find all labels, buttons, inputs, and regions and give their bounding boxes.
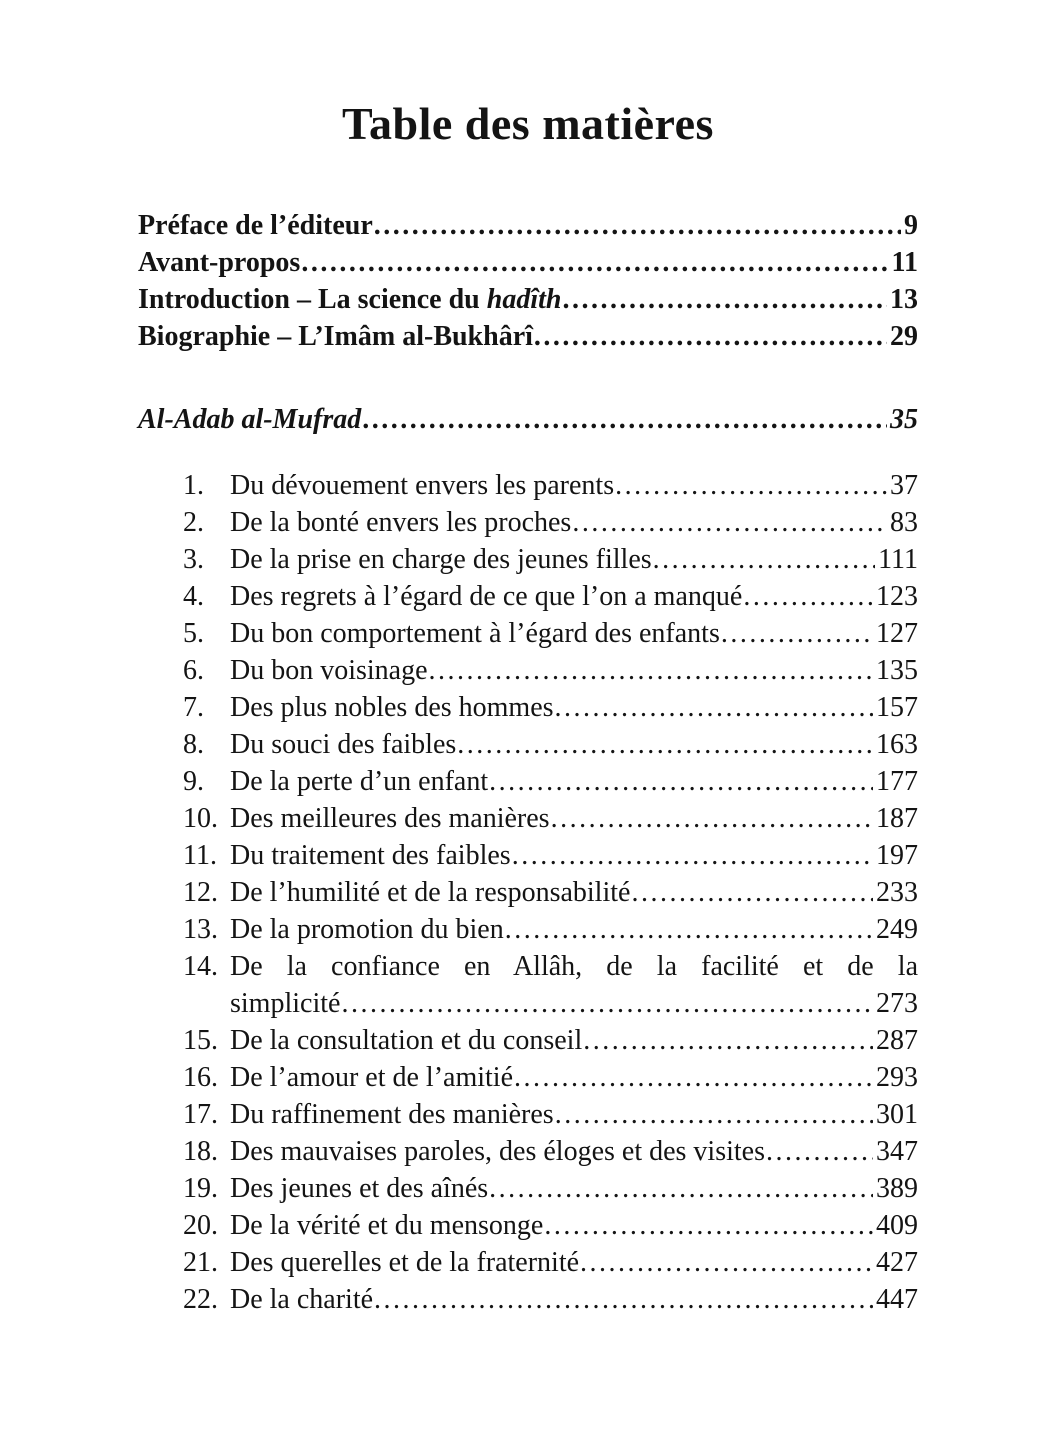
chapter-entry xyxy=(183,1059,918,1096)
dot-leader xyxy=(457,726,873,763)
entry-page-number: 11 xyxy=(891,247,918,279)
chapter-title-row xyxy=(230,615,918,652)
front-matter-entry xyxy=(138,318,918,355)
chapter-page-number: 163 xyxy=(876,729,918,761)
dot-leader xyxy=(653,541,875,578)
chapter-entry xyxy=(183,615,918,652)
part-title: Al-Adab al-Mufrad xyxy=(138,404,362,436)
dot-leader xyxy=(562,281,887,318)
chapter-page-number: 249 xyxy=(876,914,918,946)
chapter-page-number: 409 xyxy=(876,1210,918,1242)
chapter-entry xyxy=(183,874,918,911)
chapter-title: De la promotion du bien xyxy=(230,914,504,946)
chapter-page-number: 135 xyxy=(876,655,918,687)
chapter-body xyxy=(230,948,918,1022)
chapter-title-row xyxy=(230,541,918,578)
front-matter-entry xyxy=(138,244,918,281)
chapter-body xyxy=(230,1281,918,1318)
dot-leader xyxy=(551,800,873,837)
chapter-body xyxy=(230,504,918,541)
chapter-page-number: 197 xyxy=(876,840,918,872)
chapter-title: De la prise en charge des jeunes filles xyxy=(230,544,652,576)
dot-leader xyxy=(555,1096,873,1133)
chapter-title-row xyxy=(230,504,918,541)
chapter-number: 15. xyxy=(183,1025,218,1057)
front-matter-entry xyxy=(138,281,918,318)
chapter-page-number: 287 xyxy=(876,1025,918,1057)
chapter-title: De l’amour et de l’amitié xyxy=(230,1062,513,1094)
chapter-body xyxy=(230,1170,918,1207)
entry-title: Biographie – L’Imâm al-Bukhârî xyxy=(138,321,533,353)
chapter-entry xyxy=(183,504,918,541)
chapter-number: 13. xyxy=(183,914,218,946)
chapter-list xyxy=(138,467,918,1318)
dot-leader xyxy=(631,874,873,911)
dot-leader xyxy=(572,504,887,541)
chapter-entry xyxy=(183,800,918,837)
chapter-entry xyxy=(183,1281,918,1318)
dot-leader xyxy=(301,244,888,281)
chapter-body xyxy=(230,1059,918,1096)
chapter-title-row xyxy=(230,1059,918,1096)
chapter-page-number: 127 xyxy=(876,618,918,650)
chapter-title: De la consultation et du conseil xyxy=(230,1025,583,1057)
dot-leader xyxy=(721,615,873,652)
chapter-number: 6. xyxy=(183,655,204,687)
chapter-title: De la charité xyxy=(230,1284,374,1316)
chapter-page-number: 37 xyxy=(890,470,918,502)
chapter-title-line2: simplicité xyxy=(230,988,341,1020)
chapter-title-row xyxy=(230,1281,918,1318)
chapter-title-row xyxy=(230,1244,918,1281)
chapter-body xyxy=(230,467,918,504)
dot-leader xyxy=(429,652,873,689)
chapter-title: De l’humilité et de la responsabilité xyxy=(230,877,631,909)
chapter-number: 19. xyxy=(183,1173,218,1205)
chapter-entry xyxy=(183,578,918,615)
chapter-number: 22. xyxy=(183,1284,218,1316)
part-page-number: 35 xyxy=(890,404,918,436)
chapter-page-number: 157 xyxy=(876,692,918,724)
chapter-number: 9. xyxy=(183,766,204,798)
chapter-number: 20. xyxy=(183,1210,218,1242)
dot-leader xyxy=(512,837,873,874)
chapter-number: 21. xyxy=(183,1247,218,1279)
chapter-page-number: 347 xyxy=(876,1136,918,1168)
chapter-number: 16. xyxy=(183,1062,218,1094)
chapter-entry xyxy=(183,652,918,689)
chapter-title: Du raffinement des manières xyxy=(230,1099,554,1131)
entry-title-italic: hadîth xyxy=(486,284,562,316)
chapter-page-number: 389 xyxy=(876,1173,918,1205)
chapter-entry xyxy=(183,1207,918,1244)
dot-leader xyxy=(534,318,887,355)
chapter-title: De la bonté envers les proches xyxy=(230,507,572,539)
chapter-number: 17. xyxy=(183,1099,218,1131)
chapter-body xyxy=(230,1207,918,1244)
chapter-number: 11. xyxy=(183,840,217,872)
chapter-body xyxy=(230,800,918,837)
chapter-number: 2. xyxy=(183,507,204,539)
chapter-number: 1. xyxy=(183,470,204,502)
chapter-entry xyxy=(183,911,918,948)
chapter-number: 3. xyxy=(183,544,204,576)
chapter-title-row xyxy=(230,689,918,726)
chapter-title: Du traitement des faibles xyxy=(230,840,511,872)
chapter-body xyxy=(230,615,918,652)
chapter-entry xyxy=(183,1096,918,1133)
chapter-number: 12. xyxy=(183,877,218,909)
chapter-title-line2-row xyxy=(230,985,918,1022)
chapter-page-number: 83 xyxy=(890,507,918,539)
dot-leader xyxy=(615,467,887,504)
entry-page-number: 13 xyxy=(890,284,918,316)
chapter-number: 18. xyxy=(183,1136,218,1168)
chapter-title-row xyxy=(230,837,918,874)
chapter-number: 8. xyxy=(183,729,204,761)
chapter-body xyxy=(230,726,918,763)
chapter-title: Des jeunes et des aînés xyxy=(230,1173,489,1205)
chapter-title: Des meilleures des manières xyxy=(230,803,550,835)
chapter-title-row xyxy=(230,1207,918,1244)
dot-leader xyxy=(489,1170,873,1207)
chapter-number: 10. xyxy=(183,803,218,835)
chapter-page-number: 123 xyxy=(876,581,918,613)
chapter-title: Du dévouement envers les parents xyxy=(230,470,615,502)
chapter-body xyxy=(230,1096,918,1133)
chapter-title-row xyxy=(230,726,918,763)
chapter-title: Des querelles et de la fraternité xyxy=(230,1247,580,1279)
chapter-entry xyxy=(183,689,918,726)
dot-leader xyxy=(514,1059,873,1096)
dot-leader xyxy=(544,1207,873,1244)
chapter-page-number: 177 xyxy=(876,766,918,798)
chapter-title-row xyxy=(230,1022,918,1059)
chapter-body xyxy=(230,837,918,874)
dot-leader xyxy=(341,985,873,1022)
chapter-page-number: 293 xyxy=(876,1062,918,1094)
dot-leader xyxy=(766,1133,873,1170)
entry-title: Introduction – La science du hadîth xyxy=(138,284,562,316)
chapter-body xyxy=(230,874,918,911)
chapter-entry xyxy=(183,1022,918,1059)
chapter-number: 4. xyxy=(183,581,204,613)
chapter-title-row xyxy=(230,1133,918,1170)
chapter-page-number: 273 xyxy=(876,988,918,1020)
dot-leader xyxy=(374,1281,873,1318)
chapter-entry xyxy=(183,948,918,1022)
front-matter-entry xyxy=(138,207,918,244)
entry-page-number: 29 xyxy=(890,321,918,353)
chapter-title: Des regrets à l’égard de ce que l’on a manqué xyxy=(230,581,743,613)
chapter-title: Des mauvaises paroles, des éloges et des visites xyxy=(230,1136,765,1168)
chapter-title: De la perte d’un enfant xyxy=(230,766,489,798)
chapter-title: Du bon voisinage xyxy=(230,655,428,687)
chapter-body xyxy=(230,652,918,689)
chapter-entry xyxy=(183,1170,918,1207)
dot-leader xyxy=(743,578,873,615)
chapter-entry xyxy=(183,1133,918,1170)
chapter-title-row xyxy=(230,874,918,911)
chapter-number: 5. xyxy=(183,618,204,650)
chapter-entry xyxy=(183,837,918,874)
chapter-title-row xyxy=(230,578,918,615)
dot-leader xyxy=(505,911,873,948)
chapter-body xyxy=(230,541,918,578)
chapter-title-row xyxy=(230,467,918,504)
chapter-body xyxy=(230,1133,918,1170)
chapter-body xyxy=(230,1244,918,1281)
chapter-entry xyxy=(183,1244,918,1281)
chapter-title-row xyxy=(230,763,918,800)
chapter-body xyxy=(230,763,918,800)
chapter-title: Du souci des faibles xyxy=(230,729,457,761)
chapter-page-number: 447 xyxy=(876,1284,918,1316)
dot-leader xyxy=(489,763,873,800)
chapter-body xyxy=(230,1022,918,1059)
dot-leader xyxy=(362,401,887,438)
chapter-title-row xyxy=(230,652,918,689)
chapter-entry xyxy=(183,726,918,763)
chapter-entry xyxy=(183,467,918,504)
chapter-title-row xyxy=(230,911,918,948)
chapter-page-number: 233 xyxy=(876,877,918,909)
chapter-title-line1: De la confiance en Allâh, de la facilité et de la xyxy=(230,951,918,983)
page-title: Table des matières xyxy=(342,98,714,149)
chapter-title: Du bon comportement à l’égard des enfants xyxy=(230,618,720,650)
chapter-title: Des plus nobles des hommes xyxy=(230,692,554,724)
front-matter-list xyxy=(138,207,918,355)
dot-leader xyxy=(580,1244,873,1281)
dot-leader xyxy=(555,689,873,726)
dot-leader xyxy=(374,207,901,244)
chapter-page-number: 187 xyxy=(876,803,918,835)
chapter-body xyxy=(230,689,918,726)
entry-title: Avant-propos xyxy=(138,247,301,279)
chapter-page-number: 111 xyxy=(878,544,918,576)
chapter-title-row xyxy=(230,800,918,837)
chapter-page-number: 301 xyxy=(876,1099,918,1131)
chapter-entry xyxy=(183,541,918,578)
chapter-number: 14. xyxy=(183,951,218,983)
entry-page-number: 9 xyxy=(904,210,918,242)
chapter-title: De la vérité et du mensonge xyxy=(230,1210,544,1242)
chapter-title-row xyxy=(230,1170,918,1207)
chapter-number: 7. xyxy=(183,692,204,724)
dot-leader xyxy=(583,1022,873,1059)
chapter-page-number: 427 xyxy=(876,1247,918,1279)
chapter-body xyxy=(230,578,918,615)
entry-title: Préface de l’éditeur xyxy=(138,210,373,242)
chapter-body xyxy=(230,911,918,948)
chapter-entry xyxy=(183,763,918,800)
chapter-title-row xyxy=(230,1096,918,1133)
part-heading-row xyxy=(138,401,918,438)
